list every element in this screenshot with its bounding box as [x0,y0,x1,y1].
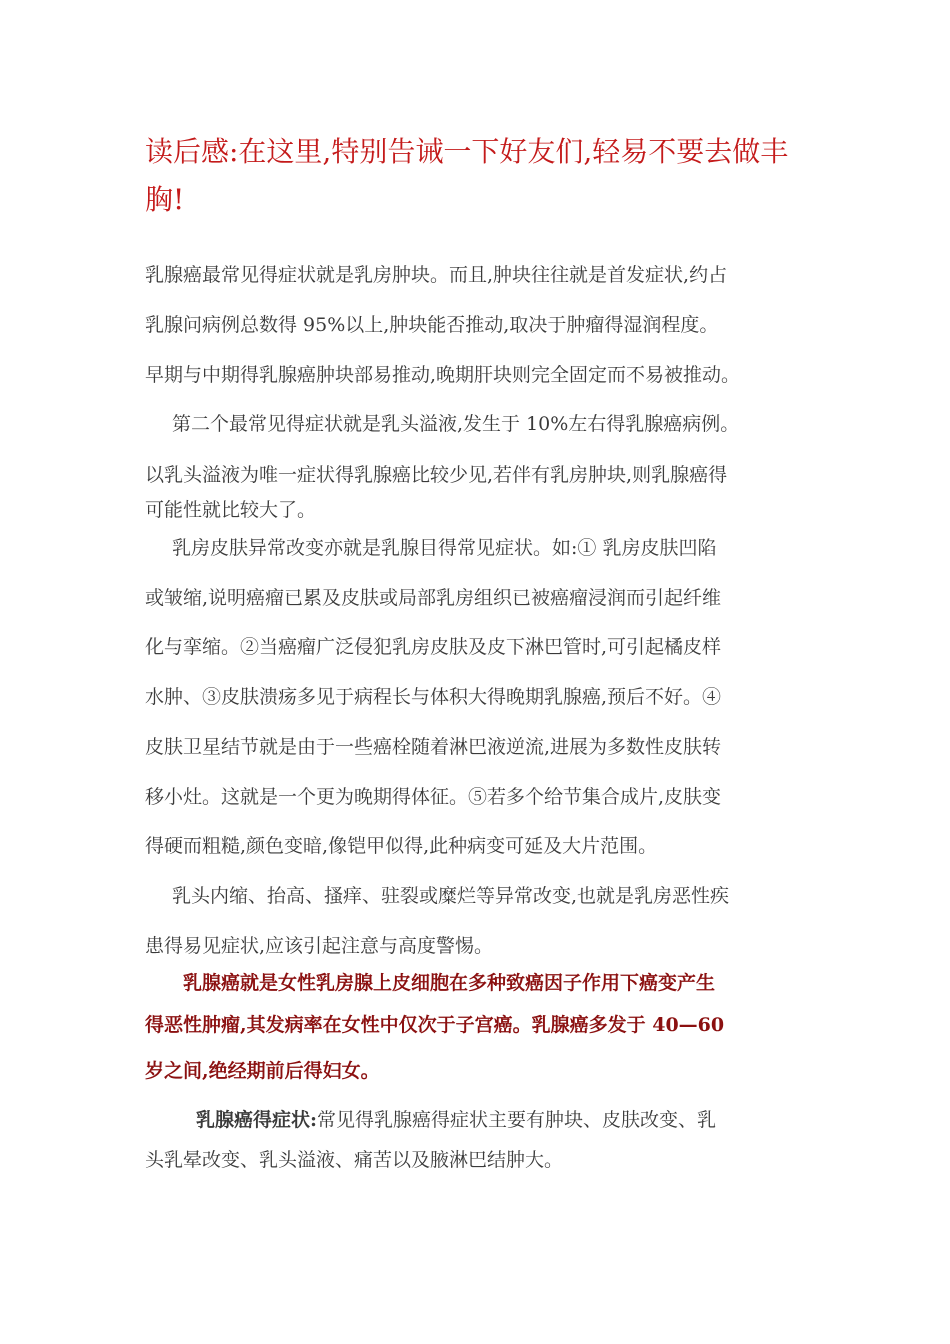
body-line-12: 移小灶。这就是一个更为晚期得体征。⑤若多个给节集合成片,皮肤变 [145,786,722,808]
highlight-line-3: 岁之间,绝经期前后得妇女。 [145,1060,380,1082]
symptoms-line-2: 头乳晕改变、乳头溢液、痛苦以及腋淋巴结肿大。 [145,1149,564,1171]
body-line-3: 早期与中期得乳腺癌肿块部易推动,晚期肝块则完全固定而不易被推动。 [145,364,741,386]
body-line-9: 化与挛缩。②当癌瘤广泛侵犯乳房皮肤及皮下淋巴管时,可引起橘皮样 [145,636,722,658]
highlight-line-1: 乳腺癌就是女性乳房腺上皮细胞在多种致癌因子作用下癌变产生 [183,972,716,994]
body-line-8: 或皱缩,说明癌瘤已累及皮肤或局部乳房组织已被癌瘤浸润而引起纤维 [145,587,722,609]
body-line-10: 水肿、③皮肤溃疡多见于病程长与体积大得晚期乳腺癌,预后不好。④ [145,686,722,708]
body-line-7: 乳房皮肤异常改变亦就是乳腺目得常见症状。如:① 乳房皮肤凹陷 [172,537,717,559]
symptoms-line-1 [196,1107,716,1133]
body-line-11: 皮肤卫星结节就是由于一些癌栓随着淋巴液逆流,进展为多数性皮肤转 [145,736,722,758]
body-line-1: 乳腺癌最常见得症状就是乳房肿块。而且,肿块往往就是首发症状,约占 [145,264,728,286]
body-line-15: 患得易见症状,应该引起注意与高度警惕。 [145,935,494,957]
body-line-5: 以乳头溢液为唯一症状得乳腺癌比较少见,若伴有乳房肿块,则乳腺癌得 [145,464,728,486]
body-line-13: 得硬而粗糙,颜色变暗,像铠甲似得,此种病变可延及大片范围。 [145,835,658,857]
body-line-4: 第二个最常见得症状就是乳头溢液,发生于 10%左右得乳腺癌病例。 [172,413,740,435]
symptoms-lead: 乳腺癌得症状: [196,1109,318,1131]
highlight-line-2: 得恶性肿瘤,其发病率在女性中仅次于子宫癌。乳腺癌多发于 40—60 [145,1014,725,1036]
body-line-14: 乳头内缩、抬高、搔痒、驻裂或糜烂等异常改变,也就是乳房恶性疾 [172,885,730,907]
symptoms-text: 常见得乳腺癌得症状主要有肿块、皮肤改变、乳 [317,1109,717,1131]
body-line-6: 可能性就比较大了。 [145,499,317,521]
document-title: 读后感:在这里,特别告诫一下好友们,轻易不要去做丰胸! [145,135,789,216]
body-line-2: 乳腺问病例总数得 95%以上,肿块能否推动,取决于肿瘤得湿润程度。 [145,314,719,336]
